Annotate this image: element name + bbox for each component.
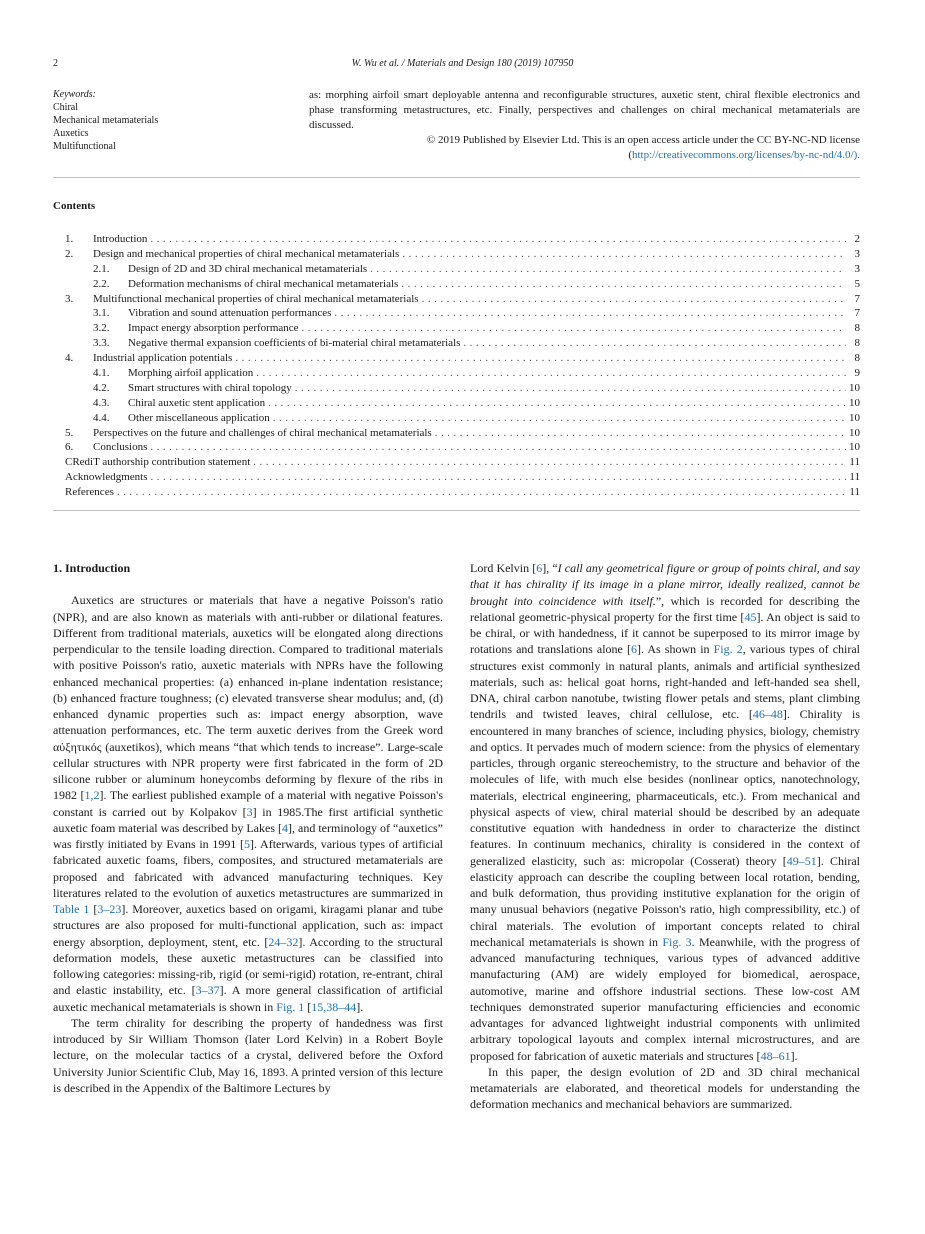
toc-entry-title: Design and mechanical properties of chiral mechanical metamaterials [93,247,400,260]
toc-entry-number: 2.2. [93,277,110,290]
body-text: [ [89,902,98,916]
license-link[interactable]: http://creativecommons.org/licenses/by-nc-nd/4.0/ [631,149,854,161]
toc-entry-number: 2.1. [93,262,110,275]
toc-entry-page: 11 [849,471,860,484]
body-paragraph [53,1015,443,1096]
toc-entry-title: Deformation mechanisms of chiral mechanical metamaterials [128,277,399,290]
body-text: ]. According to the structural deformation models, these auxetic metastructures can be classified into following categories: missing-rib, rigid (or semi-rigid) rotation, re-entrant, chiral and elastic instability, etc. [ [53,934,443,998]
keyword-item: Auxetics [53,128,89,139]
toc-leader-dots [399,247,846,262]
toc-leader-dots [114,485,846,500]
copyright-text: © 2019 Published by Elsevier Ltd. This is an open access article under the CC BY-NC-ND license ( [426,134,860,161]
body-text: ] in 1985.The first artificial synthetic auxetic foam material was described by Lakes [ [53,804,443,835]
toc-leader-dots [432,426,846,441]
toc-entry-number: 4.2. [93,381,110,394]
toc-entry-title: Vibration and sound attenuation performances [128,307,332,320]
body-text: ], and terminology of “auxetics” was firstly initiated by Evans in 1991 [ [53,820,443,851]
body-text: ]. Chirality is encountered in many branches of science, including physics, biology, chemistry and optics. It pervades much of modern science: from the physics of elementary particles, through organic stereochemistry, to the structure and behavior of the molecules of life, with much else besides (nonlinear optics, nanotechnology, materials, electrical engineering, pharmaceuticals, etc.). From mechanical and physical aspects of view, chiral material should be described by an adequate constitutive equation with handedness in order to characterize the distinct features. In continuum mechanics, chirality is considered in the context of generalized elasticity, such as: micropolar (Cosserat) theory [ [470,707,860,868]
toc-entry-title: Chiral auxetic stent application [128,396,266,409]
divider-top [53,177,860,178]
toc-entry-title: Morphing airfoil application [128,367,254,380]
keyword-item: Multifunctional [53,141,116,152]
body-text: . Meanwhile, with the progress of advanced manufacturing techniques, various types of advanced additive manufacturing (AM) are widely employed for biomedical, aerospace, automotive, marine and offshore industrial sections. These low-cost AM techniques demonstrated superior manufacturing efficiencies and economic advantages for advanced lightweight industrial components with unlimited arbitrary topological layouts and complex internal microstructures, and are proposed for fabrication of auxetic materials and structures [ [470,934,861,1063]
section-heading: 1. Introduction [53,561,131,575]
toc-entry[interactable] [65,440,860,455]
citation-link[interactable]: 3–23 [97,902,122,916]
toc-entry-number: 2. [65,247,74,260]
body-paragraph [470,1064,860,1113]
toc-entry-page: 10 [849,441,860,454]
toc-entry[interactable] [65,366,860,381]
copyright-end: ). [853,149,860,161]
toc-entry-page: 3 [854,262,860,275]
running-head: W. Wu et al. / Materials and Design 180 (2019) 107950 [351,58,574,69]
toc-entry-number: 3.3. [93,337,110,350]
abstract-tail [309,88,860,163]
toc-entry[interactable] [65,321,860,336]
citation-link[interactable]: Fig. 2 [713,642,743,657]
toc-entry[interactable] [65,277,860,292]
citation-link[interactable]: 15,38–44 [311,999,357,1014]
citation-link[interactable]: Fig. 3 [662,934,692,949]
citation-link[interactable]: 1,2 [84,788,100,803]
toc-entry-page: 10 [849,411,860,424]
toc-entry-number: 5. [65,426,74,439]
toc-entry-page: 7 [854,307,860,320]
toc-leader-dots [331,306,846,321]
toc-leader-dots [419,292,846,307]
toc-entry[interactable] [65,351,860,366]
toc-leader-dots [460,336,846,351]
toc-leader-dots [292,381,846,396]
toc-entry-page: 3 [854,247,860,260]
body-text: ], “ [542,561,558,575]
toc-entry-number: 4.4. [93,411,110,424]
page-number: 2 [53,58,58,69]
toc-entry[interactable] [65,426,860,441]
body-text: Auxetics are structures or materials that have a negative Poisson's ratio (NPR), and are also known as materials with anti-rubber or dilational features. Different from traditional materials, auxetics will be elongated along directions perpendicular to the tensile loading direction. Compared to traditional materials with positive Poisson's ratio, auxetic materials with NPRs have the following enhanced mechanical properties: (a) enhanced in-plane indentation resistance; (b) enhanced fracture toughness; (c) elevated transverse shear modulus; and, (d) enhanced dynamic properties such as: impact energy absorption, wave attenuation performances, etc. The term auxetic derives from the Greek word αὐξητικός (auxetikos), which means “that which tends to increase”. Large-scale cellular structures with NPR property were first fabricated in the form of 2D silicone rubber or aluminum honeycombs deforming by flexure of the ribs in 1982 [ [53,593,443,803]
citation-link[interactable]: 6 [630,642,637,657]
right-column [470,560,860,1113]
body-text: ]. [790,1048,798,1063]
toc-leader-dots [299,321,846,336]
toc-entry[interactable] [65,336,860,351]
contents-title: Contents [53,200,96,212]
body-text: In this paper, the design evolution of 2D and 3D chiral mechanical metamaterials are elaborated, and theoretical models for understanding the deformation mechanics and mechanical behaviors are summarized. [470,1064,860,1112]
toc-leader-dots [147,440,846,455]
toc-entry-number: 3.1. [93,307,110,320]
left-column [53,560,443,1096]
toc-entry-page: 10 [849,396,860,409]
keyword-item: Chiral [53,102,78,113]
toc-entry-number: 1. [65,233,74,245]
keyword-item: Mechanical metamaterials [53,115,159,126]
toc-entry[interactable] [65,485,860,500]
body-text: [ [304,999,312,1014]
body-text: ]. An object is said to be chiral, or with handedness, if it cannot be superposed to its mirror image by rotations and translations alone [ [470,609,860,657]
toc-leader-dots [265,396,846,411]
divider-bottom [53,510,860,511]
toc-entry-number: 3. [65,292,74,305]
toc-entry[interactable] [65,470,860,485]
body-paragraph [53,592,443,1015]
toc-leader-dots [398,277,846,292]
body-text: ]. [356,999,364,1014]
body-text: ”, which is recorded for describing the relational geometric-physical property for the first time [ [470,593,860,624]
body-text: ]. The earliest published example of a material with negative Poisson's constant is carried out by Kolpakov [ [53,788,444,819]
toc-leader-dots [147,470,846,485]
toc-entry[interactable] [65,292,860,307]
keywords-heading: Keywords: [53,89,96,100]
toc-entry-page: 11 [849,486,860,499]
toc-leader-dots [147,232,846,247]
toc-entry[interactable] [65,411,860,426]
copyright-line [309,133,860,163]
citation-link[interactable]: 4 [282,820,288,835]
toc-entry-title: Industrial application potentials [93,352,233,365]
body-text: ]. Moreover, auxetics based on origami, kiragami planar and tube structures are also proposed for multi-functional application, such as: impact energy absorption, deployment, stent, etc. [ [53,902,443,949]
toc-entry-title: Conclusions [93,441,148,454]
citation-link[interactable]: 45 [744,609,757,624]
body-text: Lord Kelvin [ [470,561,537,575]
toc-entry-number: 6. [65,441,74,454]
left-paragraphs [53,592,443,1096]
toc-leader-dots [270,411,846,426]
toc-entry-title: Introduction [93,233,148,245]
citation-link[interactable]: Fig. 1 [276,999,305,1014]
citation-link[interactable]: 3 [246,804,253,819]
toc-entry-title: Other miscellaneous application [128,411,270,424]
kelvin-quote: I call any geometrical figure or group of points chiral, and say that it has chirality if its image in a plane mirror, ideally realized, cannot be brought into coincidence with itself. [470,561,860,608]
body-text: The term chirality for describing the property of handedness was first introduced by Sir William Thomson (later Lord Kelvin) in a Robert Boyle lecture, on the molecular tactics of a crystal, delivered before the Oxford University Junior Scientific Club, May 16, 1893. A printed version of this lecture is described in the Appendix of the Baltimore Lectures by [53,1015,443,1095]
table-of-contents [65,232,860,500]
toc-entry-title: Negative thermal expansion coefficients of bi-material chiral metamaterials [128,337,461,350]
toc-entry-title: CRediT authorship contribution statement [65,456,251,469]
citation-link[interactable]: 49–51 [786,853,817,868]
keywords-block [53,88,273,153]
toc-entry[interactable] [65,455,860,470]
body-text: ]. A more general classification of artificial auxetic mechanical metamaterials is shown in [53,983,443,1014]
citation-link[interactable]: 48–61 [760,1048,791,1063]
toc-entry-page: 10 [849,426,860,439]
body-paragraph [470,560,860,1064]
toc-entry-page: 10 [849,381,860,394]
toc-entry-title: Multifunctional mechanical properties of chiral mechanical metamaterials [93,292,419,305]
toc-entry-page: 11 [849,456,860,469]
right-paragraphs [470,560,860,1113]
toc-entry-page: 9 [854,367,860,380]
toc-entry[interactable] [65,262,860,277]
toc-entry-page: 2 [854,233,860,245]
toc-entry-page: 8 [854,337,860,350]
toc-leader-dots [250,455,846,470]
toc-entry[interactable] [65,232,860,247]
citation-link[interactable]: 24–32 [268,934,299,949]
toc-entry[interactable] [65,396,860,411]
body-text: ]. Afterwards, various types of artificial fabricated auxetic foams, fibers, composites, and structured metamaterials are proposed and fabricated with advanced manufacturing techniques. Key literatures related to the evolution of auxetics metastructures are summarized in [53,837,444,900]
toc-entry-title: Acknowledgments [65,471,148,484]
citation-link[interactable]: 3–37 [195,983,220,998]
citation-link[interactable]: 5 [244,837,251,851]
citation-link[interactable]: 6 [536,561,543,575]
toc-entry[interactable] [65,381,860,396]
toc-entry-page: 7 [854,292,860,305]
toc-entry-title: Smart structures with chiral topology [128,381,292,394]
body-text: ]. As shown in [636,642,714,657]
citation-link[interactable]: Table 1 [53,902,90,916]
toc-leader-dots [232,351,846,366]
body-text: , various types of chiral structures exist commonly in natural plants, animals and artificial synthesized materials, such as: helical goat horns, right-handed and left-handed sea shell, DNA, chiral carbon nanotube, twisting flower petals and stems, plant climbing tendrils and twisted leaves, chiral cellulose, etc. [ [470,642,861,722]
toc-leader-dots [367,262,846,277]
toc-entry[interactable] [65,306,860,321]
toc-entry-number: 4.3. [93,396,110,409]
toc-entry-number: 3.2. [93,322,110,335]
toc-entry-title: References [65,486,114,499]
body-text: ]. Chiral elasticity approach can describe the coupling between local rotation, bending, and bulk deformation, thus providing institutive explanation for the origin of many unusual behaviors (negative Poisson's ratio, high compressibility, etc.) of chiral materials. The evolution of important concepts related to chiral mechanical metamaterials is shown in [470,853,860,949]
toc-entry-page: 8 [854,352,860,365]
toc-entry-title: Impact energy absorption performance [128,322,299,335]
toc-entry-number: 4.1. [93,367,110,380]
toc-entry[interactable] [65,247,860,262]
toc-entry-number: 4. [65,352,74,365]
toc-entry-title: Design of 2D and 3D chiral mechanical metamaterials [128,262,368,275]
toc-entry-title: Perspectives on the future and challenges of chiral mechanical metamaterials [93,426,432,439]
toc-leader-dots [253,366,846,381]
citation-link[interactable]: 46–48 [752,707,783,722]
toc-entry-page: 8 [854,322,860,335]
abstract-text: as: morphing airfoil smart deployable antenna and reconfigurable structures, auxetic stent, chiral flexible electronics and phase transforming metastructures, etc. Finally, perspectives and challenges on chiral mechanical metamaterials are discussed. [309,89,860,131]
toc-entry-page: 5 [854,277,860,290]
